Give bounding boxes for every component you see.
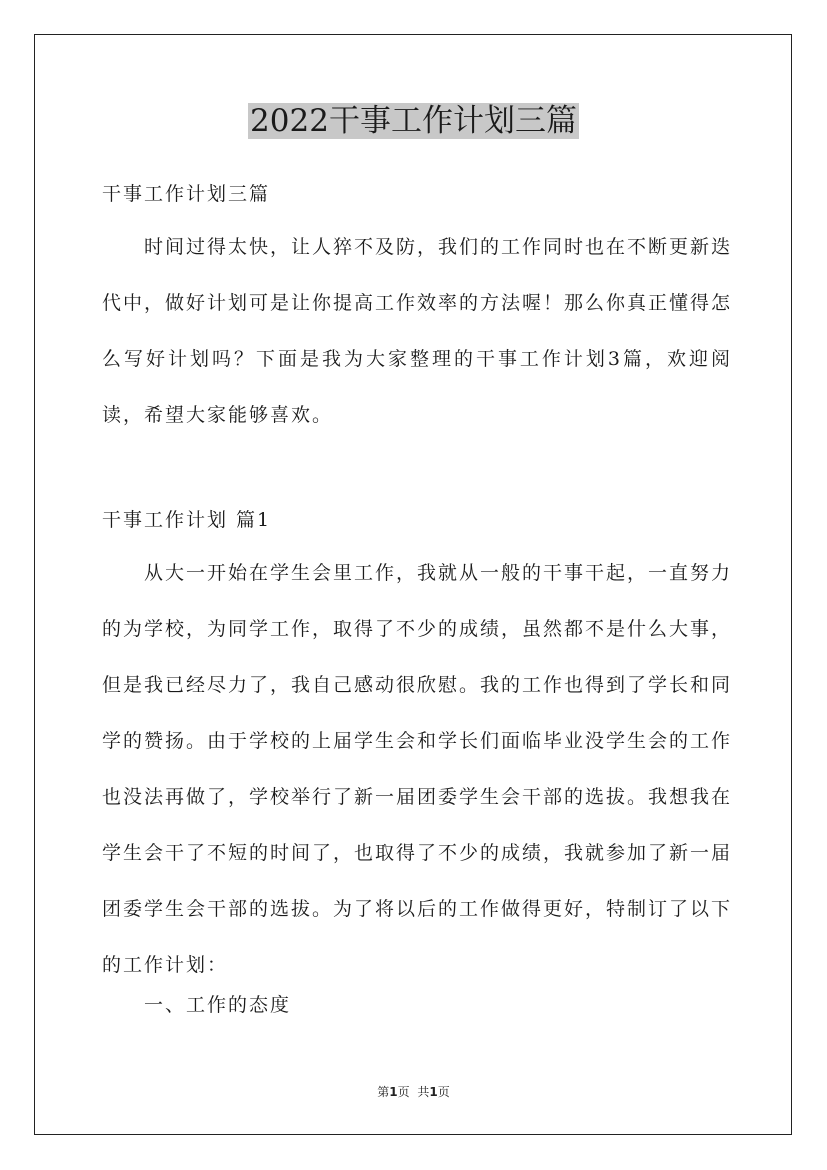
section-1-heading: 干事工作计划 篇1 [102,509,272,531]
footer-page-suffix: 页 [397,1085,410,1099]
document-subtitle: 干事工作计划三篇 [102,183,271,205]
footer-total-suffix: 页 [437,1085,450,1099]
intro-paragraph: 时间过得太快，让人猝不及防，我们的工作同时也在不断更新迭代中，做好计划可是让你提高工作效率的方法喔！那么你真正懂得怎么写好计划吗？下面是我为大家整理的干事工作计划3篇，欢迎阅读，希望大家能够喜欢。 [102,236,733,426]
footer-total-number: 1 [429,1085,438,1099]
list-item-work-attitude: 一、工作的态度 [144,994,292,1016]
section-1-body: 从大一开始在学生会里工作，我就从一般的干事干起，一直努力的为学校，为同学工作，取得了不少的成绩，虽然都不是什么大事，但是我已经尽力了，我自己感动很欣慰。我的工作也得到了学长和同学的赞扬。由于学校的上届学生会和学长们面临毕业没学生会的工作也没法再做了，学校举行了新一届团委学生会干部的选拔。我想我在学生会干了不短的时间了，也取得了不少的成绩，我就参加了新一届团委学生会干部的选拔。为了将以后的工作做得更好，特制订了以下的工作计划： [102,562,733,976]
footer-total-prefix: 共 [417,1085,430,1099]
footer-page-number: 1 [389,1085,398,1099]
footer-page-prefix: 第 [377,1085,390,1099]
page-footer [0,1084,827,1100]
document-title [0,98,827,144]
document-title-text: 2022干事工作计划三篇 [250,103,577,139]
